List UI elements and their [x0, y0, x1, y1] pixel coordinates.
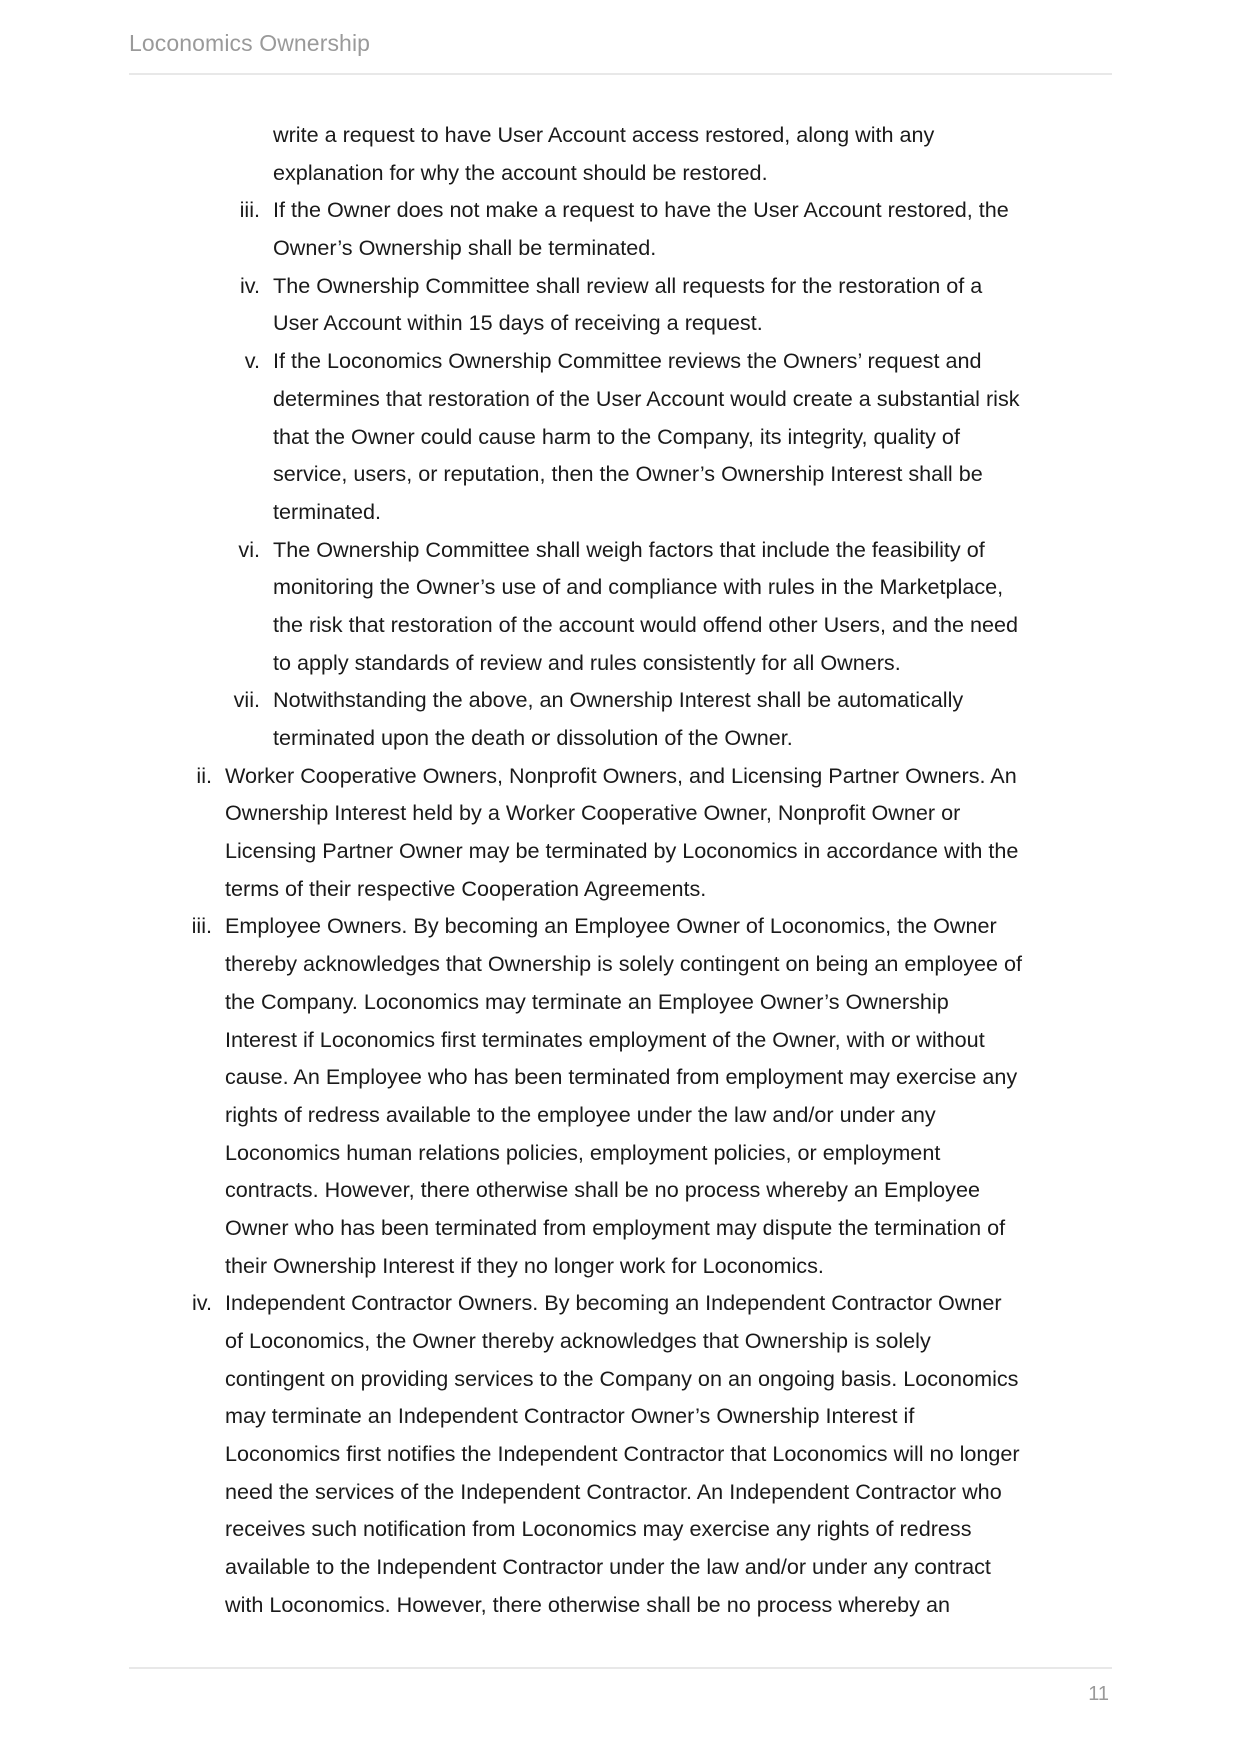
list-numeral: v. [244, 348, 260, 374]
text-line [0, 1247, 1239, 1285]
list-item-text: write a request to have User Account access restored, along with any [273, 122, 935, 147]
text-line [0, 191, 1239, 229]
text-line [0, 719, 1239, 757]
list-item-text: The Ownership Committee shall weigh factors that include the feasibility of [273, 536, 985, 562]
list-numeral: iii. [191, 913, 212, 939]
text-line [0, 1096, 1239, 1134]
list-item-text: determines that restoration of the User Account would create a substantial risk [273, 385, 1020, 411]
page-number: 11 [1088, 1683, 1109, 1705]
text-line [0, 154, 1239, 192]
list-item-text: Notwithstanding the above, an Ownership Interest shall be automatically [273, 687, 964, 713]
list-item-text: Interest if Loconomics first terminates employment of the Owner, with or without [225, 1026, 985, 1052]
list-item [0, 1284, 1239, 1623]
text-line [0, 1548, 1239, 1586]
text-line [0, 531, 1239, 569]
text-line [0, 1510, 1239, 1548]
list-item-text: Licensing Partner Owner may be terminated by Loconomics in accordance with the [225, 838, 1019, 864]
list-item-text: need the services of the Independent Contractor. An Independent Contractor who [225, 1478, 1002, 1504]
list-item-text: thereby acknowledges that Ownership is solely contingent on being an employee of [225, 951, 1023, 977]
list-numeral: vii. [233, 687, 260, 713]
text-line [0, 1360, 1239, 1398]
text-line [0, 1134, 1239, 1172]
text-line [0, 644, 1239, 682]
list-item-text: receives such notification from Loconomics may exercise any rights of redress [225, 1516, 972, 1542]
text-line [0, 945, 1239, 983]
list-item-text: Loconomics human relations policies, employment policies, or employment [225, 1139, 941, 1165]
text-line [0, 1322, 1239, 1360]
text-line [0, 267, 1239, 305]
text-line [0, 794, 1239, 832]
list-item-text: terminated upon the death or dissolution of the Owner. [273, 725, 793, 750]
text-line [0, 870, 1239, 908]
list-item-text: available to the Independent Contractor under the law and/or under any contract [225, 1554, 991, 1580]
list-item-text: Ownership Interest held by a Worker Cooperative Owner, Nonprofit Owner or [225, 800, 961, 826]
list-item-text: cause. An Employee who has been terminated from employment may exercise any [225, 1064, 1018, 1090]
text-line [0, 832, 1239, 870]
list-item-text: The Ownership Committee shall review all requests for the restoration of a [273, 272, 983, 298]
list-numeral: vi. [238, 536, 260, 562]
text-line [0, 757, 1239, 795]
running-header-title: Loconomics Ownership [129, 30, 371, 56]
list-item-text: terminated. [273, 498, 382, 524]
text-line [0, 304, 1239, 342]
list-item-text: may terminate an Independent Contractor Owner’s Ownership Interest if [225, 1403, 915, 1429]
header-divider [129, 73, 1112, 75]
list-item-text: rights of redress available to the employee under the law and/or under any [225, 1101, 936, 1127]
text-line [0, 1171, 1239, 1209]
text-line [0, 681, 1239, 719]
list-item-text: Independent Contractor Owners. By becoming an Independent Contractor Owner [225, 1290, 1002, 1316]
list-item-text: Worker Cooperative Owners, Nonprofit Owners, and Licensing Partner Owners. An [225, 762, 1017, 788]
list-item-text: to apply standards of review and rules consistently for all Owners. [273, 649, 901, 675]
list-item [0, 757, 1239, 908]
list-item-text: contracts. However, there otherwise shall be no process whereby an Employee [225, 1177, 980, 1203]
list-item-text: contingent on providing services to the Company on an ongoing basis. Loconomics [225, 1365, 1019, 1391]
list-item-text: that the Owner could cause harm to the Company, its integrity, quality of [273, 423, 960, 449]
list-item-text: explanation for why the account should be restored. [273, 159, 768, 185]
list-item [0, 907, 1239, 1284]
list-numeral: iv. [192, 1290, 212, 1316]
text-line [0, 1284, 1239, 1322]
document-body [0, 116, 1239, 1624]
text-line [0, 1473, 1239, 1511]
text-line [0, 1435, 1239, 1473]
list-numeral: ii. [196, 762, 212, 788]
list-item-text: the risk that restoration of the account would offend other Users, and the need [273, 611, 1019, 637]
list-item-text: terms of their respective Cooperation Agreements. [225, 875, 707, 901]
text-line [0, 418, 1239, 456]
list-item-text: the Company. Loconomics may terminate an Employee Owner’s Ownership [225, 988, 949, 1014]
text-line [0, 1058, 1239, 1096]
list-item-text: Owner who has been terminated from employment may dispute the termination of [225, 1214, 1006, 1240]
list-item-text: Owner’s Ownership shall be terminated. [273, 235, 657, 261]
text-line [0, 342, 1239, 380]
list-item [0, 681, 1239, 756]
text-line [0, 229, 1239, 267]
list-item [0, 116, 1239, 191]
text-line [0, 493, 1239, 531]
text-line [0, 116, 1239, 154]
text-line [0, 1209, 1239, 1247]
list-item-text: Loconomics first notifies the Independent Contractor that Loconomics will no longer [225, 1441, 1020, 1467]
list-item [0, 191, 1239, 266]
list-item [0, 342, 1239, 530]
list-item-text: User Account within 15 days of receiving a request. [273, 310, 763, 336]
text-line [0, 1397, 1239, 1435]
text-line [0, 380, 1239, 418]
list-item-text: If the Loconomics Ownership Committee reviews the Owners’ request and [273, 348, 982, 374]
list-item-text: of Loconomics, the Owner thereby acknowledges that Ownership is solely [225, 1328, 931, 1353]
list-item [0, 531, 1239, 682]
text-line [0, 1021, 1239, 1059]
list-numeral: iii. [239, 197, 260, 223]
text-line [0, 455, 1239, 493]
list-item [0, 267, 1239, 342]
text-line [0, 606, 1239, 644]
list-item-text: monitoring the Owner’s use of and compliance with rules in the Marketplace, [273, 574, 1004, 600]
footer-divider [129, 1667, 1112, 1669]
list-item-text: with Loconomics. However, there otherwise shall be no process whereby an [225, 1591, 950, 1617]
list-item-text: their Ownership Interest if they no longer work for Loconomics. [225, 1252, 824, 1278]
list-item-text: If the Owner does not make a request to have the User Account restored, the [273, 197, 1009, 223]
text-line [0, 983, 1239, 1021]
text-line [0, 1586, 1239, 1624]
text-line [0, 907, 1239, 945]
text-line [0, 568, 1239, 606]
list-numeral: iv. [240, 272, 260, 298]
list-item-text: Employee Owners. By becoming an Employee Owner of Loconomics, the Owner [225, 913, 997, 939]
list-item-text: service, users, or reputation, then the Owner’s Ownership Interest shall be [273, 461, 983, 487]
